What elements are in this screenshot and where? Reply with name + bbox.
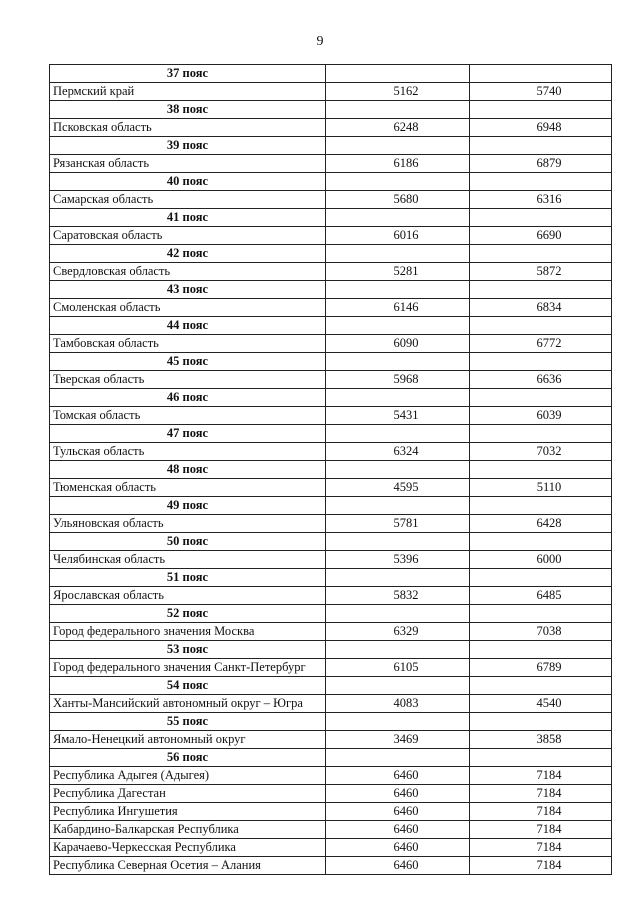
empty-cell — [326, 317, 470, 335]
region-name: Ямало-Ненецкий автономный округ — [50, 731, 326, 749]
value-col2: 7184 — [470, 839, 612, 857]
zone-header-row — [50, 497, 612, 515]
empty-cell — [470, 209, 612, 227]
table-row — [50, 857, 612, 875]
value-col1: 4595 — [326, 479, 470, 497]
value-col1: 6460 — [326, 821, 470, 839]
zone-header-row — [50, 281, 612, 299]
empty-cell — [470, 533, 612, 551]
zone-label: 52 пояс — [50, 605, 326, 623]
value-col2: 7032 — [470, 443, 612, 461]
zone-label: 38 пояс — [50, 101, 326, 119]
value-col1: 5968 — [326, 371, 470, 389]
zone-header-row — [50, 353, 612, 371]
zone-label: 54 пояс — [50, 677, 326, 695]
zone-label: 43 пояс — [50, 281, 326, 299]
zone-label: 41 пояс — [50, 209, 326, 227]
value-col1: 5431 — [326, 407, 470, 425]
table-row — [50, 263, 612, 281]
zone-label: 53 пояс — [50, 641, 326, 659]
value-col1: 6460 — [326, 767, 470, 785]
region-name: Кабардино-Балкарская Республика — [50, 821, 326, 839]
empty-cell — [470, 461, 612, 479]
table-row — [50, 443, 612, 461]
zone-header-row — [50, 461, 612, 479]
value-col2: 6879 — [470, 155, 612, 173]
region-name: Смоленская область — [50, 299, 326, 317]
region-name: Тверская область — [50, 371, 326, 389]
zone-label: 55 пояс — [50, 713, 326, 731]
value-col1: 4083 — [326, 695, 470, 713]
empty-cell — [326, 209, 470, 227]
value-col2: 5740 — [470, 83, 612, 101]
zone-header-row — [50, 641, 612, 659]
region-name: Свердловская область — [50, 263, 326, 281]
zones-table-body — [50, 65, 612, 875]
value-col1: 5162 — [326, 83, 470, 101]
zone-header-row — [50, 533, 612, 551]
empty-cell — [470, 101, 612, 119]
empty-cell — [470, 137, 612, 155]
region-name: Город федерального значения Санкт-Петербург — [50, 659, 326, 677]
value-col1: 6460 — [326, 839, 470, 857]
table-row — [50, 119, 612, 137]
value-col1: 6016 — [326, 227, 470, 245]
empty-cell — [326, 245, 470, 263]
empty-cell — [470, 713, 612, 731]
value-col1: 5781 — [326, 515, 470, 533]
value-col2: 6690 — [470, 227, 612, 245]
empty-cell — [326, 497, 470, 515]
table-row — [50, 227, 612, 245]
value-col1: 6090 — [326, 335, 470, 353]
zone-header-row — [50, 425, 612, 443]
zones-table — [49, 64, 612, 875]
empty-cell — [326, 389, 470, 407]
value-col1: 6460 — [326, 785, 470, 803]
table-row — [50, 623, 612, 641]
value-col1: 5396 — [326, 551, 470, 569]
region-name: Ханты-Мансийский автономный округ – Югра — [50, 695, 326, 713]
region-name: Челябинская область — [50, 551, 326, 569]
zone-label: 56 пояс — [50, 749, 326, 767]
table-row — [50, 551, 612, 569]
zone-header-row — [50, 101, 612, 119]
value-col1: 5680 — [326, 191, 470, 209]
value-col1: 6329 — [326, 623, 470, 641]
empty-cell — [470, 317, 612, 335]
region-name: Саратовская область — [50, 227, 326, 245]
table-row — [50, 767, 612, 785]
value-col1: 5832 — [326, 587, 470, 605]
zone-header-row — [50, 209, 612, 227]
value-col2: 7038 — [470, 623, 612, 641]
zone-header-row — [50, 173, 612, 191]
value-col2: 6316 — [470, 191, 612, 209]
zone-header-row — [50, 65, 612, 83]
empty-cell — [470, 245, 612, 263]
zone-label: 37 пояс — [50, 65, 326, 83]
empty-cell — [470, 65, 612, 83]
empty-cell — [326, 677, 470, 695]
value-col2: 4540 — [470, 695, 612, 713]
table-row — [50, 155, 612, 173]
empty-cell — [326, 461, 470, 479]
value-col1: 6105 — [326, 659, 470, 677]
empty-cell — [326, 101, 470, 119]
region-name: Томская область — [50, 407, 326, 425]
zone-label: 48 пояс — [50, 461, 326, 479]
zone-label: 39 пояс — [50, 137, 326, 155]
empty-cell — [326, 605, 470, 623]
empty-cell — [326, 533, 470, 551]
region-name: Город федерального значения Москва — [50, 623, 326, 641]
value-col1: 6460 — [326, 857, 470, 875]
region-name: Карачаево-Черкесская Республика — [50, 839, 326, 857]
empty-cell — [470, 569, 612, 587]
zone-label: 40 пояс — [50, 173, 326, 191]
value-col2: 6000 — [470, 551, 612, 569]
zone-label: 46 пояс — [50, 389, 326, 407]
empty-cell — [470, 677, 612, 695]
value-col2: 6428 — [470, 515, 612, 533]
table-row — [50, 191, 612, 209]
region-name: Пермский край — [50, 83, 326, 101]
zone-label: 51 пояс — [50, 569, 326, 587]
zone-header-row — [50, 569, 612, 587]
table-row — [50, 695, 612, 713]
empty-cell — [470, 353, 612, 371]
value-col1: 5281 — [326, 263, 470, 281]
region-name: Республика Ингушетия — [50, 803, 326, 821]
empty-cell — [470, 389, 612, 407]
region-name: Тюменская область — [50, 479, 326, 497]
value-col2: 7184 — [470, 785, 612, 803]
region-name: Псковская область — [50, 119, 326, 137]
value-col2: 7184 — [470, 857, 612, 875]
empty-cell — [470, 497, 612, 515]
region-name: Республика Дагестан — [50, 785, 326, 803]
empty-cell — [326, 281, 470, 299]
empty-cell — [326, 137, 470, 155]
value-col2: 5872 — [470, 263, 612, 281]
value-col2: 6485 — [470, 587, 612, 605]
table-row — [50, 371, 612, 389]
zone-label: 45 пояс — [50, 353, 326, 371]
empty-cell — [326, 65, 470, 83]
value-col2: 7184 — [470, 821, 612, 839]
empty-cell — [326, 641, 470, 659]
value-col1: 6186 — [326, 155, 470, 173]
table-row — [50, 479, 612, 497]
table-row — [50, 587, 612, 605]
region-name: Тамбовская область — [50, 335, 326, 353]
table-row — [50, 407, 612, 425]
value-col2: 3858 — [470, 731, 612, 749]
zone-header-row — [50, 677, 612, 695]
value-col2: 5110 — [470, 479, 612, 497]
zone-label: 42 пояс — [50, 245, 326, 263]
zone-label: 50 пояс — [50, 533, 326, 551]
region-name: Рязанская область — [50, 155, 326, 173]
value-col1: 6248 — [326, 119, 470, 137]
value-col2: 6636 — [470, 371, 612, 389]
empty-cell — [326, 425, 470, 443]
value-col1: 6460 — [326, 803, 470, 821]
table-row — [50, 803, 612, 821]
empty-cell — [326, 353, 470, 371]
zone-header-row — [50, 137, 612, 155]
empty-cell — [470, 605, 612, 623]
value-col1: 6324 — [326, 443, 470, 461]
table-row — [50, 785, 612, 803]
empty-cell — [470, 425, 612, 443]
value-col1: 6146 — [326, 299, 470, 317]
empty-cell — [470, 173, 612, 191]
value-col2: 6948 — [470, 119, 612, 137]
value-col2: 7184 — [470, 803, 612, 821]
empty-cell — [326, 569, 470, 587]
region-name: Тульская область — [50, 443, 326, 461]
empty-cell — [326, 713, 470, 731]
region-name: Ярославская область — [50, 587, 326, 605]
zone-header-row — [50, 713, 612, 731]
table-row — [50, 83, 612, 101]
empty-cell — [326, 749, 470, 767]
table-row — [50, 731, 612, 749]
region-name: Республика Северная Осетия – Алания — [50, 857, 326, 875]
value-col2: 6834 — [470, 299, 612, 317]
zone-header-row — [50, 317, 612, 335]
value-col2: 7184 — [470, 767, 612, 785]
zone-label: 44 пояс — [50, 317, 326, 335]
region-name: Ульяновская область — [50, 515, 326, 533]
value-col2: 6039 — [470, 407, 612, 425]
empty-cell — [326, 173, 470, 191]
zone-header-row — [50, 605, 612, 623]
table-row — [50, 821, 612, 839]
zone-header-row — [50, 245, 612, 263]
table-row — [50, 335, 612, 353]
value-col2: 6789 — [470, 659, 612, 677]
empty-cell — [470, 641, 612, 659]
table-row — [50, 659, 612, 677]
empty-cell — [470, 281, 612, 299]
value-col2: 6772 — [470, 335, 612, 353]
page-number: 9 — [316, 34, 324, 49]
zone-header-row — [50, 749, 612, 767]
table-row — [50, 299, 612, 317]
table-row — [50, 839, 612, 857]
zone-label: 49 пояс — [50, 497, 326, 515]
zone-header-row — [50, 389, 612, 407]
table-row — [50, 515, 612, 533]
region-name: Самарская область — [50, 191, 326, 209]
empty-cell — [470, 749, 612, 767]
region-name: Республика Адыгея (Адыгея) — [50, 767, 326, 785]
value-col1: 3469 — [326, 731, 470, 749]
zone-label: 47 пояс — [50, 425, 326, 443]
